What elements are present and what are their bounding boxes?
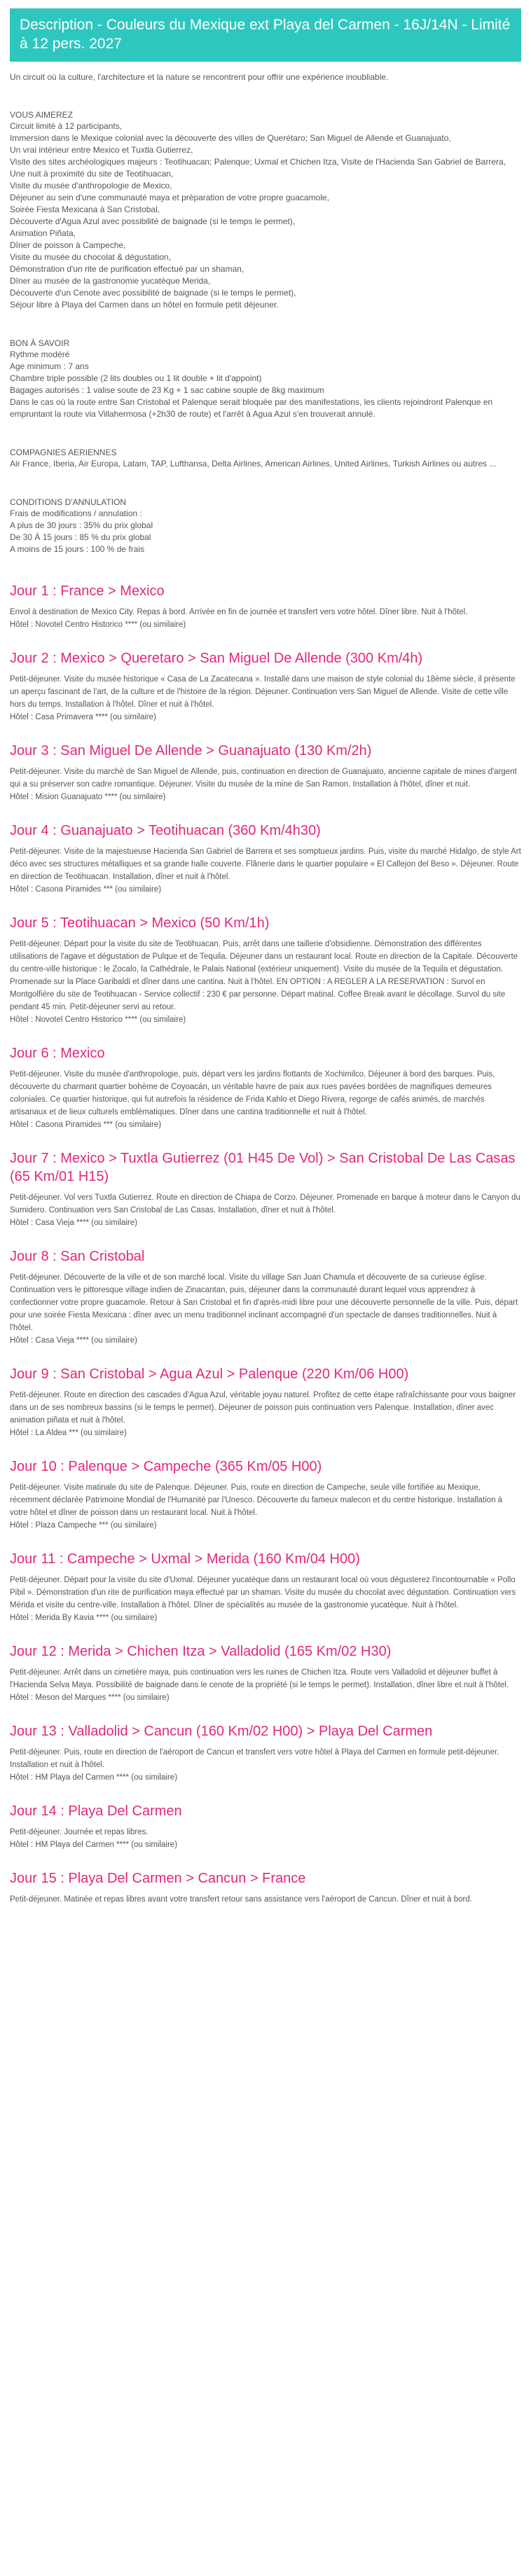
section-line: A plus de 30 jours : 35% du prix global	[10, 520, 153, 530]
day-block	[10, 582, 521, 631]
day-block	[10, 1247, 521, 1347]
day-title: Jour 14 : Playa Del Carmen	[10, 1803, 182, 1819]
section-line: Rythme modéré	[10, 349, 70, 359]
day-title: Jour 15 : Playa Del Carmen > Cancun > France	[10, 1871, 306, 1886]
section-line: Dîner de poisson à Campeche,	[10, 240, 126, 250]
day-title: Jour 12 : Merida > Chichen Itza > Valladolid (165 Km/02 H30)	[10, 1644, 392, 1659]
day-hotel: Hôtel : La Aldea *** (ou similaire)	[10, 1429, 127, 1437]
day-hotel: Hôtel : Casona Piramides *** (ou similaire)	[10, 885, 162, 894]
section-title: BON À SAVOIR	[10, 338, 70, 348]
day-description: Petit-déjeuner. Visite de la majestueuse Hacienda San Gabriel de Barrera et ses somptueux jardins. Puis, visite du marché Hidalgo, de style Art déco avec ses structures métalliques et sa grande halle couverte. Flânerie dans le quartier populaire « El Callejon del Beso ». Déjeuner. Route en direction de Teotihuacan. Installation, dîner et nuit à l'hôtel.	[10, 847, 521, 881]
section-line: Séjour libre à Playa del Carmen dans un hôtel en formule petit déjeuner.	[10, 300, 279, 310]
section-line: Une nuit à proximité du site de Teotihuacan,	[10, 169, 174, 179]
day-block	[10, 1044, 521, 1131]
day-hotel: Hôtel : Mision Guanajuato **** (ou similaire)	[10, 793, 166, 801]
day-title: Jour 3 : San Miguel De Allende > Guanajuato (130 Km/2h)	[10, 743, 372, 759]
day-block	[10, 742, 521, 803]
day-hotel: Hôtel : Casa Vieja **** (ou similaire)	[10, 1219, 137, 1227]
day-hotel: Hôtel : Casona Piramides *** (ou similaire)	[10, 1121, 162, 1129]
day-hotel: Hôtel : Novotel Centro Historico **** (ou similaire)	[10, 621, 186, 629]
day-title: Jour 7 : Mexico > Tuxtla Gutierrez (01 H45 De Vol) > San Cristobal De Las Casas (65 Km/01 H15)	[10, 1151, 516, 1184]
day-title: Jour 6 : Mexico	[10, 1046, 105, 1061]
section-line: Bagages autorisés : 1 valise soute de 23 Kg + 1 sac cabine souple de 8kg maximum	[10, 385, 324, 395]
day-description: Petit-déjeuner. Puis, route en direction de l'aéroport de Cancun et transfert vers votre hôtel à Playa del Carmen en formule petit-déjeuner. Installation et nuit à l'hôtel.	[10, 1748, 499, 1769]
day-description: Petit-déjeuner. Visite matinale du site de Palenque. Déjeuner. Puis, route en direction de Campeche, seule ville fortifiée au Mexique, récemment déclarée Patrimoine Mondial de l'Humanité par l'Unesco. Découverte du fameux malecon et du centre historique. Installation à votre hôtel et dîner de poisson dans un restaurant local. Nuit à l'hôtel.	[10, 1483, 503, 1517]
section-line: Dîner au musée de la gastronomie yucatèque Merida,	[10, 276, 211, 286]
info-section	[10, 338, 521, 420]
section-line: De 30 À 15 jours : 85 % du prix global	[10, 532, 151, 542]
day-description: Petit-déjeuner. Découverte de la ville et de son marché local. Visite du village San Juan Chamula et découverte de sa curieuse église. Continuation vers le pittoresque village indien de Zinacantan, puis, déjeuner dans la communauté durant lequel vous apprendrez à confectionner votre propre guacamole. Retour à San Cristobal et fin d'après-midi libre pour une découverte personnelle de la ville. Puis, départ pour une soirée Fiesta Mexicana : dîner avec un menu traditionnel inclinant accompagné d'un spectacle de danses traditionnelles. Nuit à l'hôtel.	[10, 1273, 518, 1332]
section-line: Animation Piñata,	[10, 228, 76, 238]
day-description: Petit-déjeuner. Journée et repas libres.	[10, 1828, 149, 1836]
section-line: Immersion dans le Mexique colonial avec la découverte des villes de Querétaro; San Miguel de Allende et Guanajuato,	[10, 133, 451, 143]
day-hotel: Hôtel : Merida By Kavia **** (ou similaire)	[10, 1614, 158, 1622]
day-description: Envol à destination de Mexico City. Repas à bord. Arrivée en fin de journée et transfert vers votre hôtel. Dîner libre. Nuit à l'hôtel.	[10, 608, 468, 616]
day-description: Petit-déjeuner. Arrêt dans un cimetière maya, puis continuation vers les ruines de Chichen Itza. Route vers Valladolid et déjeuner buffet à l'Hacienda Selva Maya. Possibilité de baignade dans le cenote de la propriété (si le temps le permet). Installation, dîner libre et nuit à l'hôtel.	[10, 1668, 509, 1689]
day-block	[10, 649, 521, 723]
section-line: Age minimum : 7 ans	[10, 361, 89, 371]
day-description: Petit-déjeuner. Visite du musée historique « Casa de La Zacatecana ». Installé dans une maison de style colonial du 18ème siècle, il présente un aperçu fascinant de l'art, de la culture et de l'histoire de la région. Déjeuner. Continuation vers San Miguel de Allende. Visite de cette ville hors du temps. Installation à l'hôtel. Dîner et nuit à l'hôtel.	[10, 675, 516, 709]
section-line: Découverte d'Agua Azul avec possibilité de baignade (si le temps le permet),	[10, 216, 296, 226]
itinerary	[10, 582, 521, 1906]
section-line: Dans le cas où la route entre San Cristobal et Palenque serait bloquée par des manifestations, les clients rejoindront Palenque en empruntant la route via Villahermosa (+2h30 de route) et l'arrêt à Agua Azul s'en trouverait annulé.	[10, 397, 493, 419]
day-block	[10, 1365, 521, 1439]
day-description: Petit-déjeuner. Visite du musée d'anthropologie, puis, départ vers les jardins flottants de Xochimilco. Déjeuner à bord des barques. Puis, découverte du charmant quartier bohème de Coyoacán, un véritable havre de paix aux rues pavées bordées de magnifiques demeures coloniales. Ce quartier historique, qui fut autrefois la résidence de Frida Kahlo et Diego Rivera, regorge de cafés animés, de marchés artisanaux et de lieux culturels emblématiques. Dîner dans une cantina traditionnelle et nuit à l'hôtel.	[10, 1070, 495, 1116]
day-block	[10, 1149, 521, 1229]
day-title: Jour 10 : Palenque > Campeche (365 Km/05 H00)	[10, 1459, 322, 1474]
section-line: A moins de 15 jours : 100 % de frais	[10, 544, 145, 554]
section-line: Soirée Fiesta Mexicana à San Cristobal,	[10, 205, 160, 214]
day-hotel: Hôtel : HM Playa del Carmen **** (ou similaire)	[10, 1773, 178, 1782]
section-line: Visite du musée du chocolat & dégustation,	[10, 252, 171, 262]
section-line: Chambre triple possible (2 lits doubles ou 1 lit double + lit d'appoint)	[10, 373, 262, 383]
day-title: Jour 9 : San Cristobal > Agua Azul > Palenque (220 Km/06 H00)	[10, 1366, 409, 1382]
section-line: Déjeuner au sein d'une communauté maya et préparation de votre propre guacamole,	[10, 193, 329, 202]
day-description: Petit-déjeuner. Départ pour la visite du site d'Uxmal. Déjeuner yucatèque dans un restaurant local où vous dégusterez l'incontournable « Pollo Pibil ». Démonstration d'un rite de purification maya effectué par un shaman. Visite du musée du chocolat avec dégustation. Continuation vers Mérida et visite du centre-ville. Installation à l'hôtel. Dîner de spécialités au musée de la gastronomie yucatèque. Nuit à l'hôtel.	[10, 1576, 516, 1609]
day-description: Petit-déjeuner. Matinée et repas libres avant votre transfert retour sans assistance vers l'aéroport de Cancun. Dîner et nuit à bord.	[10, 1895, 472, 1904]
day-block	[10, 914, 521, 1026]
day-block	[10, 1802, 521, 1851]
section-title: COMPAGNIES AERIENNES	[10, 448, 117, 457]
day-block	[10, 1457, 521, 1532]
day-title: Jour 5 : Teotihuacan > Mexico (50 Km/1h)	[10, 915, 270, 931]
section-line: Frais de modifications / annulation :	[10, 508, 142, 518]
section-line: Découverte d'un Cenote avec possibilité de baignade (si le temps le permet),	[10, 288, 296, 298]
day-title: Jour 13 : Valladolid > Cancun (160 Km/02 H00) > Playa Del Carmen	[10, 1724, 433, 1739]
day-title: Jour 1 : France > Mexico	[10, 583, 165, 599]
day-description: Petit-déjeuner. Route en direction des cascades d'Agua Azul, véritable joyau naturel. Profitez de cette étape rafraîchissante pour vous baigner dans un de ses nombreux bassins (si le temps le permet). Déjeuner de poisson puis continuation vers Palenque. Installation, dîner avec animation piñata et nuit à l'hôtel.	[10, 1391, 516, 1425]
info-section	[10, 497, 521, 555]
day-description: Petit-déjeuner. Visite du marché de San Miguel de Allende, puis, continuation en direction de Guanajuato, ancienne capitale de mines d'argent qui a su préserver son cadre romantique. Déjeuner. Visite du musée de la mine de San Ramon. Installation à l'hôtel, dîner et nuit.	[10, 768, 517, 789]
day-block	[10, 1642, 521, 1704]
description-banner: Description - Couleurs du Mexique ext Playa del Carmen - 16J/14N - Limité à 12 pers. 2027	[10, 8, 521, 62]
day-hotel: Hôtel : Novotel Centro Historico **** (ou similaire)	[10, 1016, 186, 1024]
day-block	[10, 1550, 521, 1624]
section-line: Visite du musée d'anthropologie de Mexico,	[10, 181, 172, 191]
day-title: Jour 11 : Campeche > Uxmal > Merida (160 Km/04 H00)	[10, 1551, 360, 1567]
section-title: VOUS AIMEREZ	[10, 110, 74, 120]
day-block	[10, 1869, 521, 1906]
day-title: Jour 8 : San Cristobal	[10, 1249, 145, 1264]
day-hotel: Hôtel : HM Playa del Carmen **** (ou similaire)	[10, 1841, 178, 1849]
day-hotel: Hôtel : Casa Vieja **** (ou similaire)	[10, 1336, 137, 1345]
section-line: Démonstration d'un rite de purification effectué par un shaman,	[10, 264, 244, 274]
section-line: Un vrai intérieur entre Mexico et Tuxtla Gutierrez,	[10, 145, 193, 155]
section-line: Circuit limité à 12 participants,	[10, 121, 123, 131]
info-section	[10, 447, 521, 470]
section-title: CONDITIONS D'ANNULATION	[10, 497, 127, 507]
day-description: Petit-déjeuner. Vol vers Tuxtla Gutierrez. Route en direction de Chiapa de Corzo. Déjeuner. Promenade en barque à moteur dans le Canyon du Sumidero. Continuation vers San Cristobal de Las Casas. Installation, dîner et nuit à l'hôtel.	[10, 1193, 520, 1214]
day-hotel: Hôtel : Plaza Campeche *** (ou similaire)	[10, 1521, 157, 1530]
intro-text: Un circuit où la culture, l'architecture et la nature se rencontrent pour offrir une expérience inoubliable.	[10, 72, 389, 82]
section-line: Visite des sites archéologiques majeurs : Teotihuacan; Palenque; Uxmal et Chichen Itza, Visite de l'Hacienda San Gabriel de Barrera,	[10, 157, 506, 167]
day-title: Jour 2 : Mexico > Queretaro > San Miguel De Allende (300 Km/4h)	[10, 651, 423, 666]
day-hotel: Hôtel : Casa Primavera **** (ou similaire)	[10, 713, 156, 721]
info-section	[10, 109, 521, 311]
day-block	[10, 1722, 521, 1784]
day-title: Jour 4 : Guanajuato > Teotihuacan (360 Km/4h30)	[10, 823, 321, 838]
section-line: Air France, Iberia, Air Europa, Latam, TAP, Lufthansa, Delta Airlines, American Airlines, United Airlines, Turkish Airlines ou autres ...	[10, 459, 497, 469]
day-hotel: Hôtel : Meson del Marques **** (ou similaire)	[10, 1694, 170, 1702]
day-block	[10, 822, 521, 896]
day-description: Petit-déjeuner. Départ pour la visite du site de Teotihuacan. Puis, arrêt dans une taillerie d'obsidienne. Démonstration des différentes utilisations de l'agave et dégustation de Pulque et de Tequila. Déjeuner dans un restaurant local. Route en direction de la Capitale. Découverte du centre-ville historique : le Zocalo, la Cathédrale, le Palais National (extérieur uniquement). Visite du musée de la Tequila et dégustation. Promenade sur la Place Garibaldi et dîner dans une cantina. Nuit à l'hôtel. EN OPTION : A REGLER A LA RESERVATION : Survol en Montgolfière du site de Teotihuacan - Service collectif : 230 € par personne. Départ matinal. Coffee Break avant le décollage. Survol du site pendant 45 min. Petit-déjeuner servi au retour.	[10, 940, 518, 1011]
info-sections	[10, 109, 521, 555]
